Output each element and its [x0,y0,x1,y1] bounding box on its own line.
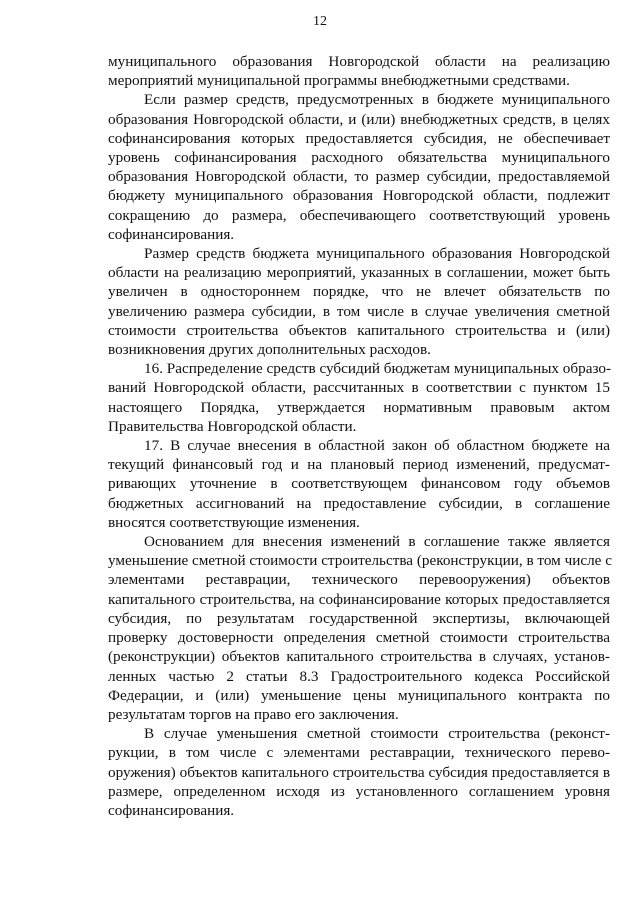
text-line: софинансирования которых предоставляется субсидия, не обеспечивает [108,129,610,147]
text-line: капитального строительства, на софинансирование которых предоставляется [108,590,610,608]
text-line: вносятся соответствующие изменения. [108,513,360,531]
text-line: элементами реставрации, технического перевооружения) объектов [108,571,610,589]
document-body [108,52,610,820]
text-line: Основанием для внесения изменений в соглашение также является [144,533,610,551]
text-line: оружения) объектов капитального строительства субсидия предоставляется в [108,763,610,781]
text-line: ваний Новгородской области, рассчитанных в соответствии с пунктом 15 [108,379,610,397]
text-line: уровень софинансирования расходного обязательства муниципального [108,149,610,167]
text-line: рукции, в том числе с элементами реставрации, технического перево- [108,744,610,762]
text-line: размере, определенном исходя из установленного соглашением уровня [108,782,610,800]
paragraph [108,532,610,724]
text-line: уменьшение сметной стоимости строительства (реконструкции, в том числе с [108,552,612,570]
text-line: 16. Распределение средств субсидий бюджетам муниципальных образо- [144,360,612,378]
text-line: ленных частью 2 статьи 8.3 Градостроительного кодекса Российской [108,667,610,685]
paragraph [108,52,610,90]
text-line: бюджетных ассигнований на предоставление субсидии, в соглашение [108,494,610,512]
text-line: проверку достоверности определения сметной стоимости строительства [108,629,610,647]
text-line: образования Новгородской области, и (или) внебюджетных средств, в целях [108,110,610,128]
text-line: Размер средств бюджета муниципального образования Новгородской [144,245,610,263]
text-line: софинансирования. [108,225,235,243]
text-line: софинансирования. [108,801,235,819]
text-line: мероприятий муниципальной программы внебюджетными средствами. [108,72,570,90]
text-line: увеличен в одностороннем порядке, что не влечет обязательств по [108,283,610,301]
text-line: Федерации, и (или) уменьшение цены муниципального контракта по [108,686,610,704]
page-number: 12 [313,14,327,29]
paragraph [108,90,610,244]
paragraph [108,724,610,820]
text-line: стоимости строительства объектов капитального строительства и (или) [108,321,610,339]
text-line: настоящего Порядка, утверждается нормативным правовым актом [108,398,610,416]
text-line: сокращению до размера, обеспечивающего соответствующий уровень [108,206,610,224]
paragraph [108,359,610,436]
text-line: текущий финансовый год и на плановый период изменений, предусмат- [108,456,610,474]
text-line: возникновения других дополнительных расходов. [108,341,431,359]
text-line: результатам торгов на право его заключения. [108,705,399,723]
text-line: 17. В случае внесения в областной закон об областном бюджете на [144,437,610,455]
paragraph [108,436,610,532]
text-line: В случае уменьшения сметной стоимости строительства (реконст- [144,725,610,743]
text-line: бюджету муниципального образования Новгородской области, подлежит [108,187,610,205]
text-line: Правительства Новгородской области. [108,417,357,435]
text-line: области на реализацию мероприятий, указанных в соглашении, может быть [108,264,610,282]
text-line: субсидия, по результатам государственной экспертизы, включающей [108,609,610,627]
text-line: (реконструкции) объектов капитального строительства в случаях, установ- [108,648,610,666]
text-line: ривающих уточнение в соответствующем финансовом году объемов [108,475,610,493]
text-line: образования Новгородской области, то размер субсидии, предоставляемой [108,168,610,186]
text-line: увеличению размера субсидии, в том числе в случае увеличения сметной [108,302,610,320]
text-line: Если размер средств, предусмотренных в бюджете муниципального [144,91,610,109]
text-line: муниципального образования Новгородской области на реализацию [108,53,610,70]
paragraph [108,244,610,359]
